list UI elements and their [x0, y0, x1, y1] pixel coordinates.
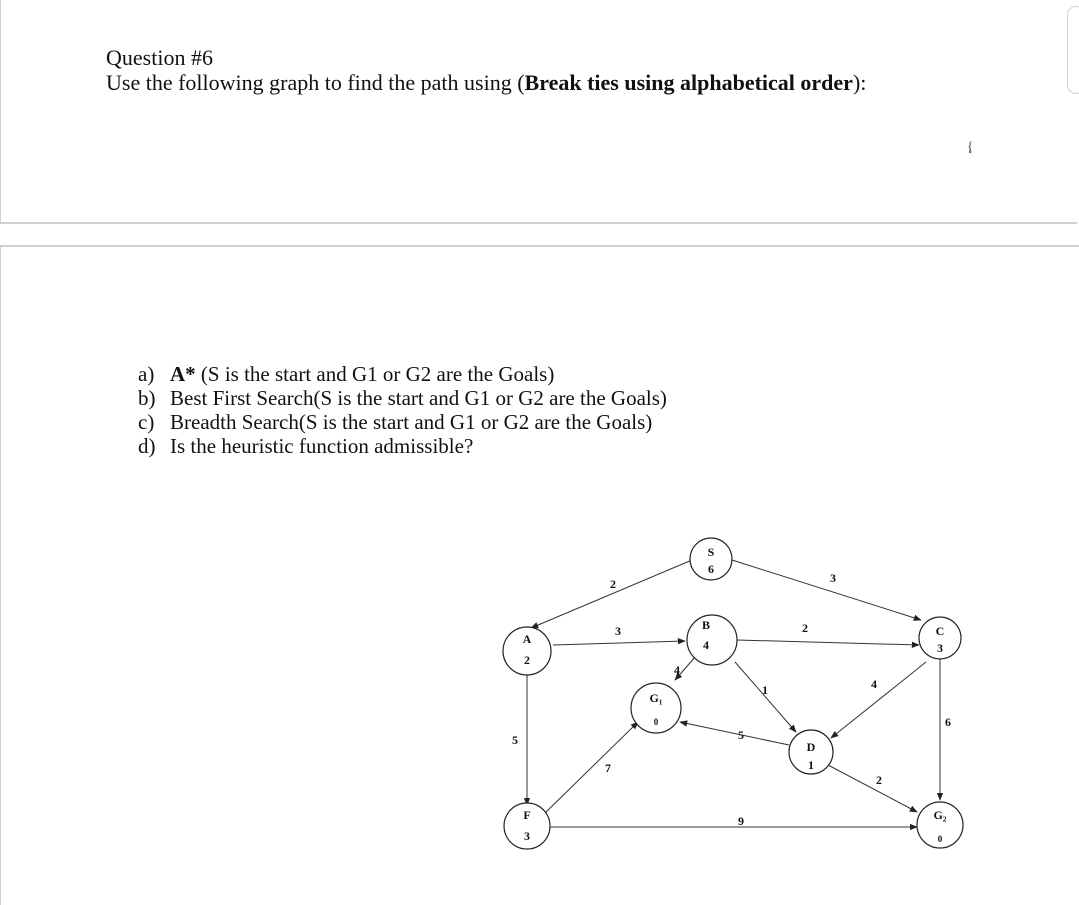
cost-d-g2: 2: [876, 773, 882, 787]
node-f-h: 3: [524, 829, 530, 843]
node-g2-h: 0: [937, 834, 943, 844]
cost-f-g1: 7: [605, 761, 611, 775]
edge-s-a: [531, 560, 692, 628]
node-s: [690, 538, 732, 580]
cost-s-a: 2: [610, 577, 616, 591]
edge-b-c: [737, 640, 919, 645]
edge-a-b: [553, 641, 685, 645]
node-g1-label: G₁: [649, 691, 663, 705]
node-a: [503, 627, 551, 675]
node-d-h: 1: [808, 758, 814, 772]
cost-b-g1: 4: [674, 663, 680, 677]
cost-f-g2: 9: [738, 814, 744, 828]
cost-a-f: 5: [512, 733, 518, 747]
question-title: Question #6: [106, 45, 213, 70]
edge-f-g1: [544, 722, 638, 814]
node-g2-label: G₂: [933, 808, 947, 822]
node-f-label: F: [523, 808, 531, 822]
node-a-label: A: [522, 632, 532, 646]
node-b: [687, 615, 737, 665]
part-b-marker: b): [138, 386, 156, 410]
edge-b-d: [735, 662, 796, 732]
part-a-bold: A*: [170, 362, 196, 386]
node-c-label: C: [935, 624, 945, 638]
cost-c-g2: 6: [945, 715, 951, 729]
part-a-text: (S is the start and G1 or G2 are the Goals): [195, 362, 555, 386]
node-g1: [631, 683, 681, 733]
node-b-label: B: [701, 618, 711, 632]
node-f: [504, 803, 550, 849]
part-c-text: Breadth Search(S is the start and G1 or G2 are the Goals): [170, 410, 653, 434]
cost-a-b: 3: [615, 624, 621, 638]
stray-glyph: ٕ{: [967, 138, 974, 153]
part-a-marker: a): [138, 362, 155, 386]
node-d: [789, 730, 833, 774]
node-c-h: 3: [937, 641, 943, 655]
cost-b-c: 2: [802, 621, 808, 635]
cost-d-g1: 5: [738, 728, 744, 742]
intro-pre: Use the following graph to find the path using (: [106, 70, 525, 95]
node-a-h: 2: [524, 653, 530, 667]
part-d-text: Is the heuristic function admissible?: [170, 434, 474, 458]
node-s-h: 6: [708, 562, 714, 576]
intro-post: ):: [852, 70, 867, 95]
node-b-h: 4: [703, 638, 709, 652]
part-d-marker: d): [138, 434, 156, 458]
part-b-text: Best First Search(S is the start and G1 or G2 are the Goals): [170, 386, 667, 410]
cost-s-c: 3: [830, 571, 836, 585]
cost-b-d: 1: [762, 683, 768, 697]
part-c-marker: c): [138, 410, 155, 434]
node-c: [919, 617, 961, 659]
node-s-label: S: [707, 545, 715, 559]
node-d-label: D: [806, 740, 816, 754]
intro-bold: Break ties using alphabetical order: [524, 70, 853, 95]
edge-s-c: [732, 560, 921, 620]
node-g1-h: 0: [653, 717, 659, 727]
edge-d-g2: [828, 765, 917, 812]
edge-d-g1: [680, 722, 789, 745]
node-g2: [917, 802, 963, 848]
cost-c-d: 4: [871, 677, 877, 691]
edge-c-d: [831, 662, 926, 738]
